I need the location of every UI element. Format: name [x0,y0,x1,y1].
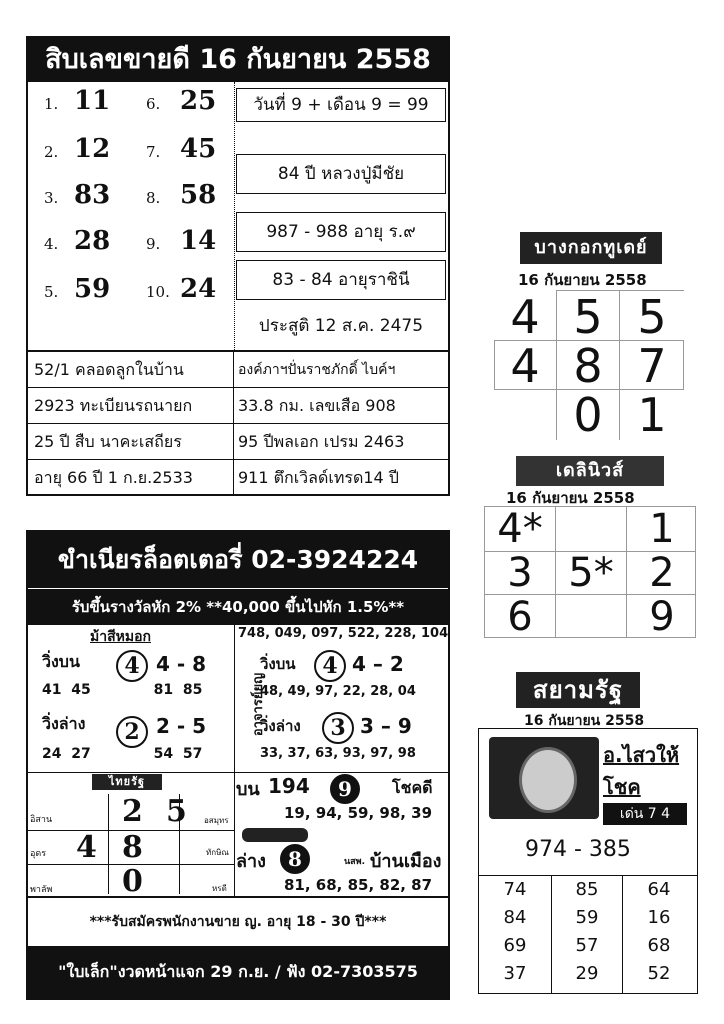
grid-digit: 5 [573,290,603,344]
grid-cell: 52 [647,963,671,984]
number-index: 3. [44,189,59,207]
grid-cell: 74 [503,879,527,900]
dailynews-logo: เดลินิวส์ [516,456,664,486]
den-box: เด่น 7 4 [603,803,687,825]
number-value: 45 [180,134,217,164]
grid-digit: 0 [573,388,603,442]
number-item [44,226,110,256]
sign-label: อ.ไสวให้โชค [603,743,680,799]
bottom-facts [28,350,448,496]
lower-nums: 33, 37, 63, 93, 97, 98 [260,746,416,761]
number-item [146,180,216,210]
number-item [44,134,110,164]
thairath-block [28,772,235,899]
number-item [146,274,216,304]
lang-tail: บ้านเมือง [370,851,442,872]
dir-label: ทักษิณ [206,848,229,857]
grid-cell: 16 [647,907,671,928]
grid-digit: 9 [649,594,675,640]
bon-tail: โชคดี [392,778,433,797]
number-index: 6. [146,95,161,113]
bangkok-today-logo: บางกอกทูเดย์ [520,232,662,264]
lower-label: วิ่งล่าง [260,717,301,735]
dir-label: อิสาน [30,815,53,825]
bon-nums: 19, 94, 59, 98, 39 [284,804,433,822]
dir-label: หรดี [212,884,227,893]
grid-digit: 8 [573,339,603,393]
lang-nums: 81, 68, 85, 82, 87 [284,876,433,894]
dir-label: อสมุทร [204,816,229,825]
grid-cell: 68 [647,935,671,956]
grid-digit: 4* [497,506,543,552]
fact-item: 33.8 กม. เลขเสือ 908 [234,388,448,424]
siamrath-panel [478,728,698,994]
upper-nums: 41 45 81 85 [42,682,203,698]
grid-digit: 4 [510,290,540,344]
number-item [146,134,216,164]
grid-digit: 2 [649,550,675,596]
grid-digit: 5 [166,794,187,829]
grid-digit: 6 [507,594,533,640]
lang-prefix: นสพ. [344,857,365,867]
fact-item: องค์ภาฯปั่นราชภักดิ์ ไบค์ฯ [234,352,448,388]
mahsimok-logo: ม้าสีหมอก [90,629,151,645]
number-value: 12 [74,134,111,164]
grid-cell: 85 [575,879,599,900]
fact-item: 25 ปี สืบ นาคะเสถียร [28,424,234,460]
dir-label: พาลัพ [30,885,53,895]
grid-digit: 2 [122,794,143,829]
number-item [44,86,110,116]
grid-digit: 1 [649,506,675,552]
panel-title: สิบเลขขายดี 16 กันยายน 2558 [28,38,448,82]
info-item: 987 - 988 อายุ ร.๙ [236,212,446,252]
lower-pair: 2 - 5 [156,714,207,738]
thairath-logo: ไทยรัฐ [92,774,162,790]
lower-circle: 2 [116,716,148,748]
panel-title: ขำเนียรล็อตเตอรี่ 02-3924224 [28,532,448,588]
grid-digit: 8 [122,830,143,865]
fact-item: 52/1 คลอดลูกในบ้าน [28,352,234,388]
fact-item: 2923 ทะเบียนรถนายก [28,388,234,424]
coin-image [489,737,599,819]
pair-text: 974 - 385 [525,837,631,862]
upper-label: วิ่งบน [260,655,296,673]
lang-label: ล่าง [236,851,266,872]
fact-item: อายุ 66 ปี 1 ก.ย.2533 [28,460,234,496]
number-index: 4. [44,235,59,253]
grid-cell: 64 [647,879,671,900]
grid-digit: 7 [637,339,667,393]
lower-circle: 3 [322,712,354,744]
info-list [234,82,448,350]
number-value: 58 [180,180,217,210]
bon-block [234,772,448,896]
siamrath-logo: สยามรัฐ [516,672,640,708]
grid-cell: 37 [503,963,527,984]
grid-digit: 5 [637,290,667,344]
number-index: 1. [44,95,59,113]
info-item: ประสูติ 12 ส.ค. 2475 [258,316,424,336]
grid-digit: 3 [507,550,533,596]
grid-cell: 59 [575,907,599,928]
number-index: 9. [146,235,161,253]
top-ten-panel [26,36,450,496]
footer-bar: "ใบเล็ก"งวดหน้าแจก 29 ก.ย. / ฟัง 02-7303575 [28,946,448,998]
bon-number: 194 [268,774,310,798]
number-value: 83 [74,180,111,210]
fact-item: 911 ตึกเวิลด์เทรด14 ปี [238,468,399,487]
mahsimok-block [28,624,235,773]
number-list [28,82,235,350]
bangkok-grid [494,290,684,440]
fact-item: 95 ปีพลเอก เปรม 2463 [234,424,448,460]
info-item: 83 - 84 อายุราชินี [236,260,446,300]
upper-circle: 4 [116,650,148,682]
number-index: 2. [44,143,59,161]
number-item [146,226,216,256]
bangkok-date: 16 กันยายน 2558 [518,271,647,289]
kamnian-panel [26,530,450,1000]
grid-digit: 4 [510,339,540,393]
number-value: 24 [180,274,217,304]
grid-digit: 0 [122,864,143,899]
vertical-label: อาจารย์ยญ [251,672,267,737]
grid-digit: 4 [76,830,97,865]
number-index: 7. [146,143,161,161]
number-value: 25 [180,86,217,116]
panel-subtitle: รับขึ้นรางวัลหัก 2% **40,000 ขึ้นไปหัก 1.5%** [28,588,448,625]
banmuang-logo [242,828,308,842]
upper-pair: 4 – 2 [352,652,404,676]
grid-digit: 5* [568,550,614,596]
bon-label: บน [236,779,260,800]
info-item: วันที่ 9 + เดือน 9 = 99 [236,88,446,122]
grid-digit: 1 [637,388,667,442]
number-value: 28 [74,226,111,256]
number-index: 8. [146,189,161,207]
dailynews-date: 16 กันยายน 2558 [506,489,635,507]
number-item [44,180,110,210]
dailynews-grid [484,506,696,638]
recruit-text: ***รับสมัครพนักงานขาย ญ. อายุ 18 - 30 ปี*** [28,896,448,946]
upper-nums: 48, 49, 97, 22, 28, 04 [260,684,416,699]
ajarn-block [234,624,448,773]
grid-cell: 29 [575,963,599,984]
dir-label: อุดร [30,849,47,859]
number-value: 14 [180,226,217,256]
siamrath-date: 16 กันยายน 2558 [524,713,645,729]
number-value: 59 [74,274,111,304]
lower-pair: 3 – 9 [360,714,412,738]
number-item [44,274,110,304]
number-item [146,86,216,116]
upper-pair: 4 - 8 [156,652,207,676]
number-value: 11 [74,86,111,116]
top-list: 748, 049, 097, 522, 228, 104 [238,626,449,641]
upper-label: วิ่งบน [42,652,80,671]
grid-cell: 69 [503,935,527,956]
lower-nums: 24 27 54 57 [42,746,203,762]
number-index: 10. [146,283,170,301]
bon-circle: 9 [330,774,360,804]
grid-cell: 57 [575,935,599,956]
info-item: 84 ปี หลวงปู่มีชัย [236,154,446,194]
number-index: 5. [44,283,59,301]
grid-cell: 84 [503,907,527,928]
upper-circle: 4 [314,650,346,682]
lang-circle: 8 [280,844,310,874]
lower-label: วิ่งล่าง [42,714,86,733]
